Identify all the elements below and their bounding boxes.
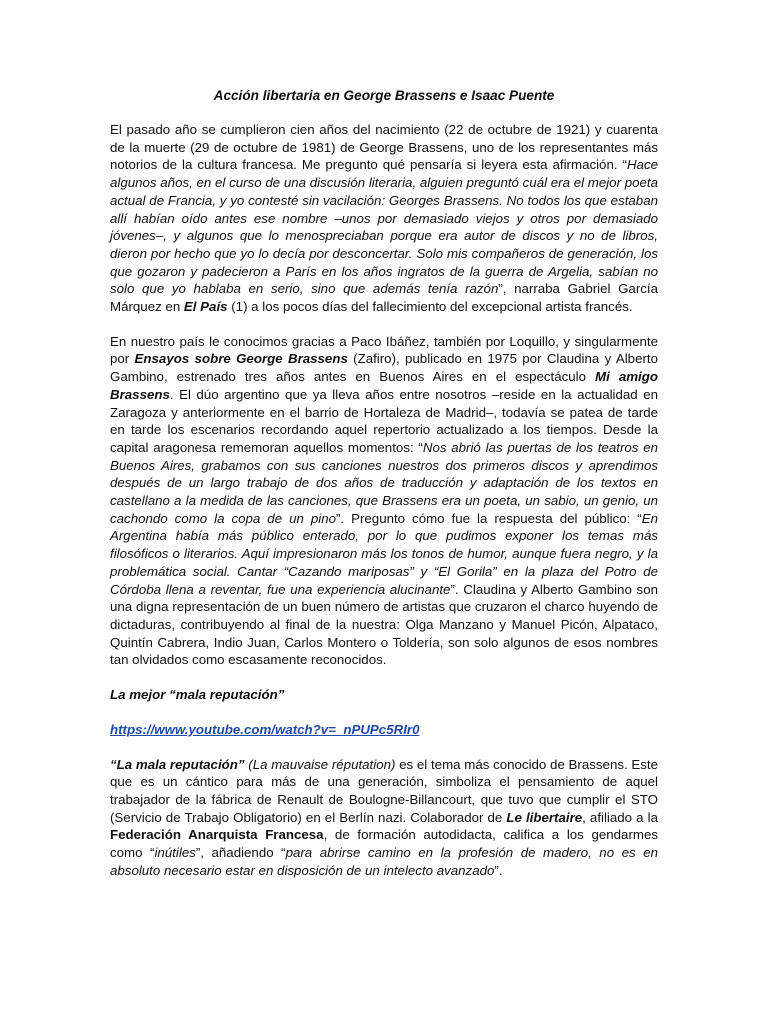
text-run: inútiles <box>154 845 196 861</box>
text-run: ”, narraba Gabriel García Márquez en <box>110 281 658 315</box>
text-run: Ensayos sobre George Brassens <box>134 351 348 367</box>
paragraph-mala-reputacion <box>110 756 658 880</box>
text-run: (1) a los pocos días del fallecimiento del excepcional artista francés. <box>227 299 633 315</box>
document-title: Acción libertaria en George Brassens e Isaac Puente <box>213 88 555 103</box>
text-run: “La mala reputación” <box>110 756 245 772</box>
text-run: El pasado año se cumplieron cien años del nacimiento (22 de octubre de 1921) y cuarenta de la muerte (29 de octubre de 1981) de George Brassens, uno de los representantes más notorios de la cultura francesa. Me pregunto qué pensaría si leyera esta afirmación. “ <box>110 122 658 173</box>
text-run: Mi amigo Brassens <box>110 369 658 402</box>
text-run: , de formación autodidacta, califica a los gendarmes como “ <box>110 827 658 861</box>
youtube-link[interactable]: https://www.youtube.com/watch?v=_nPUPc5RIr0 <box>110 721 420 737</box>
text-run: . El dúo argentino que ya lleva años entre nosotros –reside en la actualidad en Zaragoza y anteriormente en el barrio de Hortaleza de Madrid–, todavía se patea de tarde en tarde los escenarios recordando aquel repertorio actualizado a los tiempos. Desde la capital aragonesa rememoran aquellos momentos: “ <box>110 386 658 455</box>
text-run: (La mauvaise réputation) <box>248 756 396 772</box>
text-run: ”. Claudina y Alberto Gambino son una digna representación de un buen número de artistas que cruzaron el charco huyendo de dictaduras, contribuyendo al final de la nuestra: Olga Manzano y Manuel Picón, Alpataco, Quintín Cabrera, Indio Juan, Carlos Montero o Toldería, son solo algunos de esos nombres tan olvidados como escasamente reconocidos. <box>110 581 658 668</box>
paragraph-intro <box>110 121 658 316</box>
text-run: Federación Anarquista Francesa <box>110 827 324 843</box>
text-run: ”, añadiendo “ <box>195 845 286 861</box>
section-heading: La mejor “mala reputación” <box>110 687 285 703</box>
text-run: En nuestro país le conocimos gracias a Paco Ibáñez, también por Loquillo, y singularmente por <box>110 333 658 367</box>
text-run: Nos abrió las puertas de los teatros en Buenos Aires, grabamos con sus canciones nuestros dos primeros discos y aprendimos después de un largo trabajo de dos años de traducción y adaptación de los textos en castellano a la medida de las canciones, que Brassens era un poeta, un sabio, un genio, un cachondo como la copa de un pino <box>110 439 659 526</box>
text-run: En Argentina había más público enterado, por lo que pudimos exponer los temas más filosóficos o literarios. Aquí impresionaron más los tonos de humor, aunque fuera negro, y la problemática social. Cantar “Cazando mariposas” y “El Gorila” en la plaza del Potro de Córdoba llena a reventar, fue una experiencia alucinante <box>110 510 658 597</box>
text-run: para abrirse camino en la profesión de madero, no es en absoluto necesario estar en disposición de un intelecto avanzado <box>110 845 658 878</box>
text-run: (Zafiro), publicado en 1975 por Claudina y Alberto Gambino, estrenado tres años antes en Buenos Aires en el espectáculo <box>110 351 658 385</box>
link-paragraph <box>110 721 658 739</box>
text-run: Le libertaire <box>506 809 583 825</box>
text-run: , afiliado a la <box>582 809 658 825</box>
text-run: es el tema más conocido de Brassens. Este que es un cántico para más de una generación, simboliza el pensamiento de aquel trabajador de la fábrica de Renault de Boulogne-Billancourt, que tuvo que cumplir el STO (Servicio de Trabajo Obligatorio) en el Berlín nazi. Colaborador de <box>110 756 659 825</box>
paragraph-gambino <box>110 333 658 669</box>
text-run: ”. Pregunto cómo fue la respuesta del público: “ <box>336 510 642 526</box>
text-run: ”. <box>494 862 503 878</box>
text-run: Hace algunos años, en el curso de una discusión literaria, alguien preguntó cuál era el mejor poeta actual de Francia, y yo contesté sin vacilación: Georges Brassens. No todos los que estaban allí habían oído antes ese nombre –unos por demasiado viejos y otros por demasiado jóvenes–, y algunos que lo menospreciaban porque era autor de discos y no de libros, dieron por hecho que yo lo decía por desconcertar. Solo mis compañeros de generación, los que gozaron y padecieron a París en los años ingratos de la guerra de Argelia, sabían no solo que yo hablaba en serio, sino que además tenía razón <box>110 157 658 297</box>
text-run: El País <box>183 299 228 315</box>
